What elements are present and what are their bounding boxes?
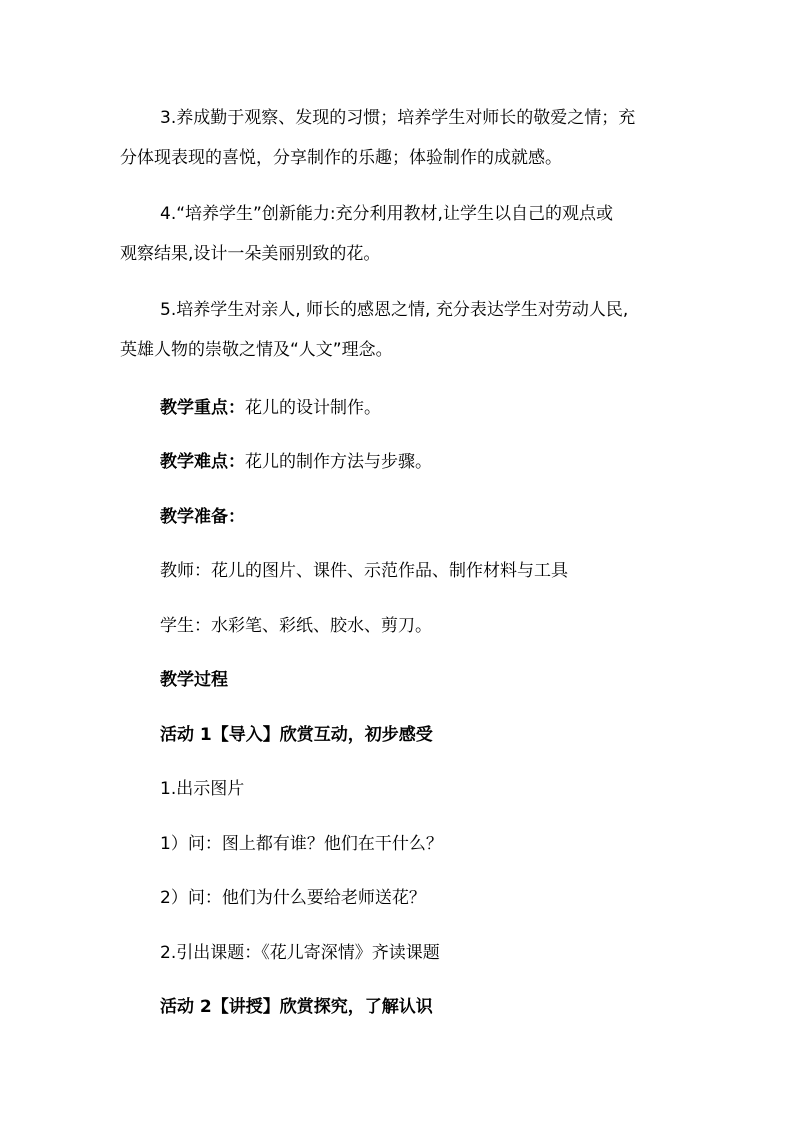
key-point-text: 花儿的设计制作。 bbox=[245, 398, 381, 418]
activity-2-heading: 活动 2【讲授】欣赏探究，了解认识 bbox=[160, 997, 433, 1017]
step-1: 1.出示图片 bbox=[160, 779, 245, 799]
objective-4-line-1: 4.“培养学生”创新能力:充分利用教材,让学生以自己的观点或 bbox=[160, 204, 613, 224]
preparation-student: 学生：水彩笔、彩纸、胶水、剪刀。 bbox=[160, 616, 432, 636]
question-1: 1）问：图上都有谁？他们在干什么？ bbox=[160, 834, 443, 854]
objective-4-line-2: 观察结果,设计一朵美丽别致的花。 bbox=[120, 244, 381, 264]
key-point-label: 教学重点： bbox=[160, 398, 245, 418]
objective-3-line-2: 分体现表现的喜悦，分享制作的乐趣；体验制作的成就感。 bbox=[120, 148, 562, 168]
difficulty bbox=[160, 444, 720, 481]
process-heading: 教学过程 bbox=[160, 670, 228, 690]
key-point bbox=[160, 390, 720, 427]
step-2: 2.引出课题：《花儿寄深情》齐读课题 bbox=[160, 943, 440, 963]
objective-5-line-2: 英雄人物的崇敬之情及“人文”理念。 bbox=[120, 340, 393, 360]
difficulty-label: 教学难点： bbox=[160, 452, 245, 472]
activity-1-heading: 活动 1【导入】欣赏互动，初步感受 bbox=[160, 725, 433, 745]
preparation-heading: 教学准备： bbox=[160, 507, 245, 527]
question-2: 2）问：他们为什么要给老师送花？ bbox=[160, 888, 426, 908]
objective-3-line-1: 3.养成勤于观察、发现的习惯；培养学生对师长的敬爱之情；充 bbox=[160, 108, 636, 128]
preparation-teacher: 教师：花儿的图片、课件、示范作品、制作材料与工具 bbox=[160, 561, 568, 581]
difficulty-text: 花儿的制作方法与步骤。 bbox=[245, 452, 432, 472]
objective-5-line-1: 5.培养学生对亲人, 师长的感恩之情, 充分表达学生对劳动人民, bbox=[160, 300, 629, 320]
